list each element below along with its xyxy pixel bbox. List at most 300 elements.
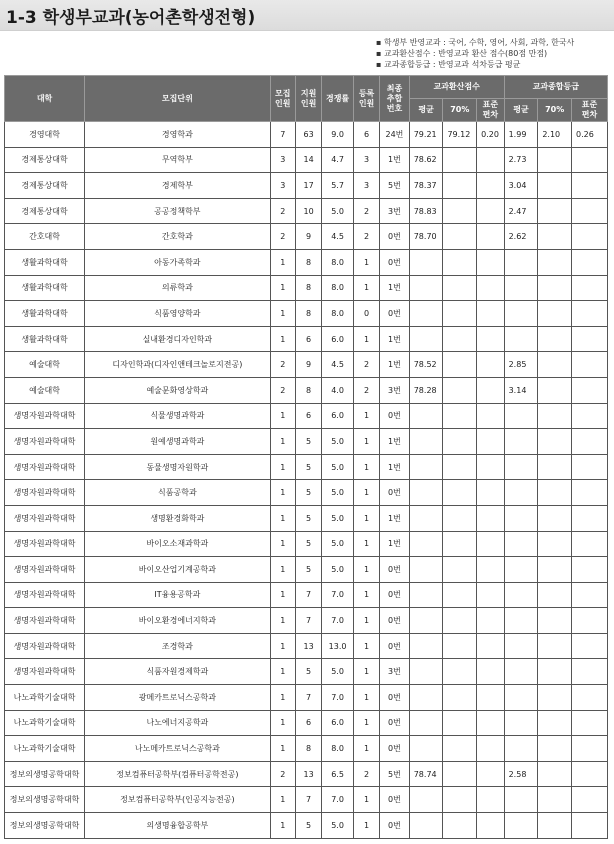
cell-quota: 1 [270,301,295,327]
cell-score-avg [409,633,443,659]
cell-dept: 바이오소재과학과 [85,531,271,557]
note-grade: ▪ 교과종합등급 : 반영교과 석차등급 평균 [376,60,521,69]
cell-score-70 [443,761,477,787]
cell-quota: 1 [270,275,295,301]
cell-grade-avg [504,710,538,736]
cell-grade-70 [538,531,572,557]
table-row [5,787,608,813]
cell-final-number: 0번 [380,480,410,506]
cell-enrolled: 1 [353,608,379,634]
cell-quota: 2 [270,198,295,224]
cell-enrolled: 1 [353,326,379,352]
cell-grade-70 [538,429,572,455]
table-row [5,326,608,352]
cell-grade-avg [504,249,538,275]
cell-score-70 [443,454,477,480]
cell-grade-avg [504,531,538,557]
cell-dept: 식품자원경제학과 [85,659,271,685]
cell-grade-avg [504,813,538,839]
cell-college: 생명자원과학대학 [5,608,85,634]
cell-grade-sd [572,659,608,685]
cell-final-number: 1번 [380,429,410,455]
cell-college: 생명자원과학대학 [5,557,85,583]
cell-grade-70 [538,454,572,480]
cell-score-70 [443,685,477,711]
cell-score-avg [409,582,443,608]
cell-applicants: 9 [295,352,321,378]
cell-grade-sd [572,147,608,173]
cell-applicants: 8 [295,301,321,327]
cell-score-70 [443,429,477,455]
cell-grade-70 [538,582,572,608]
cell-dept: 광메카트로닉스공학과 [85,685,271,711]
cell-score-70 [443,557,477,583]
cell-applicants: 7 [295,582,321,608]
cell-grade-avg: 3.04 [504,173,538,199]
cell-quota: 1 [270,608,295,634]
cell-score-avg [409,813,443,839]
cell-quota: 1 [270,454,295,480]
cell-enrolled: 2 [353,377,379,403]
cell-score-sd [477,198,504,224]
cell-score-70 [443,173,477,199]
cell-college: 생명자원과학대학 [5,505,85,531]
cell-ratio: 8.0 [322,249,354,275]
cell-grade-70 [538,761,572,787]
cell-score-70: 79.12 [443,122,477,148]
cell-ratio: 5.0 [322,505,354,531]
cell-quota: 2 [270,761,295,787]
cell-college: 경제통상대학 [5,198,85,224]
cell-score-sd [477,275,504,301]
cell-final-number: 0번 [380,403,410,429]
cell-score-sd [477,633,504,659]
cell-applicants: 8 [295,377,321,403]
cell-quota: 2 [270,352,295,378]
header-score-group: 교과환산점수 [409,76,504,99]
cell-enrolled: 3 [353,173,379,199]
cell-ratio: 4.5 [322,224,354,250]
cell-score-avg [409,557,443,583]
cell-final-number: 0번 [380,633,410,659]
cell-score-sd [477,454,504,480]
table-row [5,122,608,148]
cell-college: 생명자원과학대학 [5,659,85,685]
cell-college: 생명자원과학대학 [5,454,85,480]
cell-applicants: 63 [295,122,321,148]
cell-grade-70 [538,326,572,352]
cell-grade-avg: 2.62 [504,224,538,250]
header-final-number: 최종 추합 번호 [380,76,410,122]
cell-final-number: 0번 [380,224,410,250]
cell-grade-sd [572,736,608,762]
cell-college: 생명자원과학대학 [5,582,85,608]
cell-quota: 1 [270,403,295,429]
cell-ratio: 7.0 [322,685,354,711]
cell-grade-70 [538,685,572,711]
note-subjects: ▪ 학생부 반영교과 : 국어, 수학, 영어, 사회, 과학, 한국사 [376,38,575,47]
cell-ratio: 5.0 [322,813,354,839]
cell-score-sd [477,480,504,506]
cell-score-70 [443,710,477,736]
cell-dept: 조경학과 [85,633,271,659]
cell-applicants: 7 [295,787,321,813]
cell-final-number: 3번 [380,377,410,403]
cell-ratio: 4.7 [322,147,354,173]
cell-score-sd [477,736,504,762]
cell-final-number: 0번 [380,685,410,711]
cell-quota: 1 [270,557,295,583]
cell-dept: 정보컴퓨터공학부(컴퓨터공학전공) [85,761,271,787]
cell-score-70 [443,633,477,659]
cell-grade-avg [504,454,538,480]
cell-dept: 식품영양학과 [85,301,271,327]
table-row [5,198,608,224]
cell-score-avg: 78.74 [409,761,443,787]
cell-grade-70 [538,659,572,685]
cell-grade-avg [504,557,538,583]
cell-ratio: 7.0 [322,582,354,608]
cell-grade-sd [572,531,608,557]
cell-final-number: 0번 [380,787,410,813]
cell-grade-avg [504,403,538,429]
cell-ratio: 4.0 [322,377,354,403]
cell-college: 경제통상대학 [5,147,85,173]
cell-score-sd [477,224,504,250]
cell-dept: 예술문화영상학과 [85,377,271,403]
cell-quota: 1 [270,480,295,506]
cell-applicants: 8 [295,736,321,762]
cell-ratio: 4.5 [322,352,354,378]
cell-college: 생명자원과학대학 [5,480,85,506]
cell-dept: IT융용공학과 [85,582,271,608]
cell-grade-70 [538,403,572,429]
cell-college: 예술대학 [5,377,85,403]
cell-grade-70 [538,224,572,250]
cell-college: 경제통상대학 [5,173,85,199]
cell-score-avg [409,685,443,711]
cell-ratio: 7.0 [322,608,354,634]
cell-grade-sd [572,787,608,813]
cell-applicants: 9 [295,224,321,250]
cell-college: 간호대학 [5,224,85,250]
cell-grade-avg: 2.73 [504,147,538,173]
header-score-sd: 표준 편차 [477,99,504,122]
cell-grade-avg: 2.85 [504,352,538,378]
cell-ratio: 5.0 [322,531,354,557]
cell-grade-70 [538,505,572,531]
cell-college: 정보의생명공학대학 [5,761,85,787]
cell-dept: 공공정책학부 [85,198,271,224]
cell-score-avg [409,710,443,736]
cell-grade-70 [538,275,572,301]
header-dept: 모집단위 [85,76,271,122]
header-grade-sd: 표준 편차 [572,99,608,122]
cell-quota: 7 [270,122,295,148]
cell-score-avg: 78.62 [409,147,443,173]
page-title: 1-3 학생부교과(농어촌학생전형) [0,0,614,31]
cell-college: 생활과학대학 [5,249,85,275]
cell-college: 생명자원과학대학 [5,429,85,455]
cell-college: 나노과학기술대학 [5,736,85,762]
cell-score-sd [477,531,504,557]
cell-score-avg [409,301,443,327]
cell-grade-70 [538,480,572,506]
cell-grade-sd [572,377,608,403]
cell-enrolled: 2 [353,224,379,250]
cell-ratio: 5.0 [322,198,354,224]
cell-dept: 간호학과 [85,224,271,250]
cell-score-avg [409,736,443,762]
cell-grade-sd: 0.26 [572,122,608,148]
cell-grade-70 [538,377,572,403]
table-row [5,582,608,608]
cell-college: 나노과학기술대학 [5,685,85,711]
cell-dept: 식물생명과학과 [85,403,271,429]
cell-applicants: 5 [295,480,321,506]
cell-score-sd [477,301,504,327]
cell-score-avg [409,659,443,685]
cell-final-number: 0번 [380,813,410,839]
cell-grade-sd [572,249,608,275]
cell-applicants: 5 [295,813,321,839]
cell-grade-sd [572,301,608,327]
cell-ratio: 6.0 [322,326,354,352]
cell-score-70 [443,275,477,301]
cell-grade-sd [572,813,608,839]
cell-applicants: 17 [295,173,321,199]
cell-dept: 생명환경화학과 [85,505,271,531]
header-ratio: 경쟁률 [322,76,354,122]
cell-quota: 3 [270,173,295,199]
cell-final-number: 3번 [380,659,410,685]
cell-applicants: 13 [295,633,321,659]
cell-quota: 1 [270,429,295,455]
cell-enrolled: 6 [353,122,379,148]
cell-score-70 [443,301,477,327]
cell-applicants: 6 [295,710,321,736]
cell-enrolled: 1 [353,736,379,762]
cell-score-sd [477,377,504,403]
cell-quota: 3 [270,147,295,173]
cell-score-sd [477,173,504,199]
cell-score-avg: 78.83 [409,198,443,224]
cell-score-avg [409,608,443,634]
cell-grade-70 [538,557,572,583]
cell-score-sd [477,505,504,531]
cell-quota: 1 [270,787,295,813]
cell-score-avg [409,429,443,455]
cell-dept: 경제학부 [85,173,271,199]
cell-grade-70 [538,301,572,327]
cell-dept: 무역학부 [85,147,271,173]
cell-grade-70: 2.10 [538,122,572,148]
cell-score-70 [443,326,477,352]
cell-dept: 정보컴퓨터공학부(인공지능전공) [85,787,271,813]
cell-score-70 [443,352,477,378]
cell-grade-avg [504,736,538,762]
cell-ratio: 6.5 [322,761,354,787]
cell-score-70 [443,147,477,173]
cell-quota: 2 [270,224,295,250]
cell-score-sd [477,429,504,455]
cell-grade-avg [504,787,538,813]
cell-grade-70 [538,710,572,736]
cell-ratio: 9.0 [322,122,354,148]
table-row [5,454,608,480]
table-row [5,685,608,711]
cell-score-avg: 78.28 [409,377,443,403]
cell-applicants: 13 [295,761,321,787]
cell-score-sd [477,326,504,352]
cell-score-sd [477,608,504,634]
cell-score-70 [443,659,477,685]
cell-dept: 바이오환경에너지학과 [85,608,271,634]
cell-ratio: 5.0 [322,557,354,583]
table-row [5,608,608,634]
cell-enrolled: 1 [353,710,379,736]
cell-enrolled: 2 [353,352,379,378]
cell-quota: 1 [270,531,295,557]
cell-grade-avg [504,633,538,659]
cell-grade-avg [504,326,538,352]
cell-final-number: 1번 [380,326,410,352]
cell-grade-sd [572,557,608,583]
cell-dept: 나노에너지공학과 [85,710,271,736]
cell-score-sd [477,685,504,711]
cell-final-number: 0번 [380,301,410,327]
cell-ratio: 7.0 [322,787,354,813]
cell-grade-sd [572,454,608,480]
cell-grade-sd [572,224,608,250]
cell-quota: 1 [270,659,295,685]
cell-grade-avg [504,275,538,301]
cell-quota: 2 [270,377,295,403]
cell-enrolled: 1 [353,429,379,455]
cell-grade-avg: 2.58 [504,761,538,787]
table-row [5,659,608,685]
table-row [5,301,608,327]
cell-grade-avg [504,505,538,531]
cell-score-avg [409,403,443,429]
cell-quota: 1 [270,582,295,608]
cell-grade-avg [504,301,538,327]
cell-grade-sd [572,608,608,634]
cell-final-number: 0번 [380,249,410,275]
cell-score-sd [477,659,504,685]
cell-dept: 동물생명자원학과 [85,454,271,480]
admission-results-table [4,75,608,839]
cell-grade-avg: 1.99 [504,122,538,148]
table-row [5,633,608,659]
cell-quota: 1 [270,736,295,762]
cell-grade-sd [572,403,608,429]
cell-score-sd [477,813,504,839]
cell-grade-sd [572,685,608,711]
cell-score-70 [443,787,477,813]
cell-ratio: 8.0 [322,301,354,327]
cell-final-number: 0번 [380,557,410,583]
cell-college: 생명자원과학대학 [5,633,85,659]
cell-dept: 식품공학과 [85,480,271,506]
cell-applicants: 7 [295,608,321,634]
cell-dept: 원예생명과학과 [85,429,271,455]
cell-dept: 나노메카트로닉스공학과 [85,736,271,762]
cell-score-70 [443,736,477,762]
cell-dept: 의생명융합공학부 [85,813,271,839]
cell-score-70 [443,531,477,557]
cell-college: 생활과학대학 [5,301,85,327]
cell-applicants: 7 [295,685,321,711]
cell-final-number: 1번 [380,352,410,378]
cell-score-70 [443,813,477,839]
cell-college: 정보의생명공학대학 [5,813,85,839]
cell-enrolled: 1 [353,531,379,557]
cell-final-number: 0번 [380,582,410,608]
header-applicants: 지원 인원 [295,76,321,122]
cell-final-number: 3번 [380,198,410,224]
cell-ratio: 5.0 [322,454,354,480]
cell-quota: 1 [270,249,295,275]
cell-score-avg: 78.70 [409,224,443,250]
cell-dept: 바이오산업기계공학과 [85,557,271,583]
cell-enrolled: 2 [353,761,379,787]
cell-college: 생명자원과학대학 [5,403,85,429]
cell-enrolled: 1 [353,505,379,531]
cell-score-avg [409,531,443,557]
cell-grade-avg [504,659,538,685]
table-row [5,813,608,839]
cell-grade-sd [572,761,608,787]
cell-final-number: 0번 [380,608,410,634]
cell-ratio: 6.0 [322,710,354,736]
cell-applicants: 8 [295,249,321,275]
table-row [5,249,608,275]
table-row [5,531,608,557]
cell-enrolled: 2 [353,198,379,224]
table-row [5,352,608,378]
cell-enrolled: 1 [353,403,379,429]
cell-grade-avg: 2.47 [504,198,538,224]
cell-score-avg [409,505,443,531]
cell-score-70 [443,582,477,608]
cell-grade-sd [572,633,608,659]
cell-college: 경영대학 [5,122,85,148]
cell-grade-sd [572,173,608,199]
cell-final-number: 1번 [380,505,410,531]
header-grade-group: 교과종합등급 [504,76,607,99]
table-row [5,275,608,301]
note-score: ▪ 교과환산점수 : 반영교과 환산 점수(80점 만점) [376,49,548,58]
table-row [5,505,608,531]
table-row [5,761,608,787]
cell-score-avg [409,275,443,301]
cell-grade-sd [572,582,608,608]
cell-enrolled: 1 [353,557,379,583]
cell-score-sd [477,761,504,787]
cell-score-avg [409,787,443,813]
cell-final-number: 1번 [380,531,410,557]
cell-enrolled: 1 [353,582,379,608]
cell-enrolled: 1 [353,480,379,506]
cell-grade-sd [572,326,608,352]
header-grade-70: 70% [538,99,572,122]
table-row [5,403,608,429]
cell-applicants: 5 [295,505,321,531]
cell-score-sd [477,557,504,583]
cell-score-70 [443,480,477,506]
header-enrolled: 등록 인원 [353,76,379,122]
